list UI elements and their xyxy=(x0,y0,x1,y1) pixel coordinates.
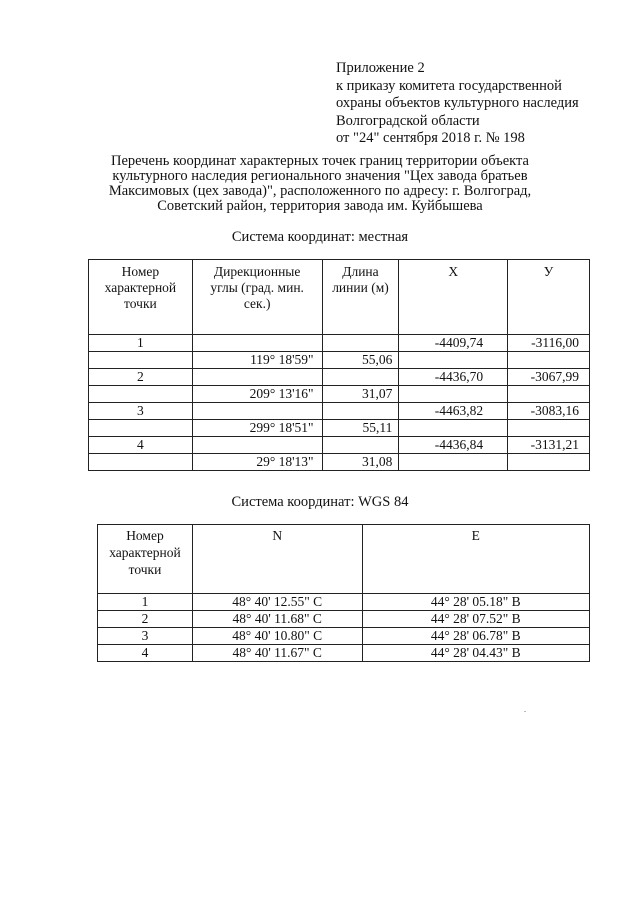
appendix-line: охраны объектов культурного наследия xyxy=(336,95,579,111)
header-x: X xyxy=(399,260,508,335)
cell-length: 31,08 xyxy=(322,454,399,471)
appendix-line: Волгоградской области xyxy=(336,112,480,129)
cell-length: 55,06 xyxy=(322,352,399,369)
cell-point: 3 xyxy=(98,628,193,645)
appendix-line: к приказу комитета государственной xyxy=(336,77,562,94)
header-point xyxy=(98,525,193,594)
cell-point: 1 xyxy=(89,335,193,352)
cell-length: 55,11 xyxy=(322,420,399,437)
cell-e: 44° 28' 05.18" В xyxy=(362,594,589,611)
cell-y: -3067,99 xyxy=(508,369,590,386)
header-text: точки xyxy=(124,296,157,311)
cell-y xyxy=(508,420,590,437)
local-coordinates-table xyxy=(88,259,590,471)
cell-y xyxy=(508,454,590,471)
cell-x: -4436,70 xyxy=(399,369,508,386)
table-row xyxy=(89,386,590,403)
cell-point xyxy=(89,420,193,437)
appendix-line: от "24" сентября 2018 г. № 198 xyxy=(336,130,525,146)
cell-y xyxy=(508,386,590,403)
header-text: углы (град. мин. xyxy=(210,280,304,295)
appendix-block xyxy=(336,60,626,148)
cell-angle: 299° 18'51" xyxy=(192,420,322,437)
header-text: точки xyxy=(128,562,162,577)
cell-angle xyxy=(192,335,322,352)
cell-length xyxy=(322,403,399,420)
cell-y: -3131,21 xyxy=(508,437,590,454)
cell-point: 4 xyxy=(98,645,193,662)
heading-line: культурного наследия регионального значения "Цех завода братьев xyxy=(112,168,528,184)
cell-point xyxy=(89,352,193,369)
table-row xyxy=(98,611,590,628)
cell-point xyxy=(89,386,193,403)
cell-point: 2 xyxy=(89,369,193,386)
table-header-row xyxy=(98,525,590,594)
cell-n: 48° 40' 10.80" С xyxy=(192,628,362,645)
cell-n: 48° 40' 12.55" С xyxy=(192,594,362,611)
header-y: У xyxy=(508,260,590,335)
header-angle xyxy=(192,260,322,335)
cell-x xyxy=(399,454,508,471)
table-row xyxy=(89,403,590,420)
cell-x xyxy=(399,386,508,403)
header-text: Дирекционные xyxy=(213,264,301,279)
wgs-system-caption: Система координат: WGS 84 xyxy=(231,494,409,510)
cell-e: 44° 28' 07.52" В xyxy=(362,611,589,628)
table-row xyxy=(98,645,590,662)
cell-angle xyxy=(192,437,322,454)
cell-point: 4 xyxy=(89,437,193,454)
appendix-line: Приложение 2 xyxy=(336,60,425,76)
table-row xyxy=(89,437,590,454)
cell-x: -4463,82 xyxy=(399,403,508,420)
heading-line: Советский район, территория завода им. Куйбышева xyxy=(157,198,483,214)
cell-length xyxy=(322,335,399,352)
cell-n: 48° 40' 11.67" С xyxy=(192,645,362,662)
cell-angle xyxy=(192,369,322,386)
cell-angle: 119° 18'59" xyxy=(192,352,322,369)
cell-y: -3116,00 xyxy=(508,335,590,352)
table-row xyxy=(89,420,590,437)
cell-y xyxy=(508,352,590,369)
cell-length: 31,07 xyxy=(322,386,399,403)
header-point xyxy=(89,260,193,335)
header-text: характерной xyxy=(104,280,177,295)
table-row xyxy=(89,454,590,471)
wgs84-coordinates-table xyxy=(97,524,590,662)
cell-x xyxy=(399,352,508,369)
table-row xyxy=(89,352,590,369)
header-text: Длина xyxy=(342,264,379,279)
cell-point: 3 xyxy=(89,403,193,420)
cell-e: 44° 28' 04.43" В xyxy=(362,645,589,662)
header-text: Номер xyxy=(126,528,164,543)
cell-x: -4436,84 xyxy=(399,437,508,454)
cell-point xyxy=(89,454,193,471)
scan-mark xyxy=(524,711,526,712)
table-header-row xyxy=(89,260,590,335)
heading-line: Перечень координат характерных точек границ территории объекта xyxy=(111,153,529,169)
header-text: Номер xyxy=(121,264,160,279)
header-text: сек.) xyxy=(243,296,271,311)
header-text: линии (м) xyxy=(332,280,389,295)
cell-angle: 29° 18'13" xyxy=(192,454,322,471)
cell-length xyxy=(322,369,399,386)
cell-angle: 209° 13'16" xyxy=(192,386,322,403)
cell-length xyxy=(322,437,399,454)
cell-y: -3083,16 xyxy=(508,403,590,420)
cell-x: -4409,74 xyxy=(399,335,508,352)
heading-line: Максимовых (цех завода)", расположенного по адресу: г. Волгоград, xyxy=(108,183,532,199)
header-text: характерной xyxy=(109,545,181,560)
cell-n: 48° 40' 11.68" С xyxy=(192,611,362,628)
table-row xyxy=(89,369,590,386)
cell-e: 44° 28' 06.78" В xyxy=(362,628,589,645)
cell-point: 2 xyxy=(98,611,193,628)
table-row xyxy=(98,594,590,611)
header-e: E xyxy=(362,525,589,594)
table-row xyxy=(98,628,590,645)
header-n: N xyxy=(192,525,362,594)
cell-point: 1 xyxy=(98,594,193,611)
cell-x xyxy=(399,420,508,437)
table-row xyxy=(89,335,590,352)
cell-angle xyxy=(192,403,322,420)
local-system-caption: Система координат: местная xyxy=(231,229,409,245)
document-heading xyxy=(60,154,580,214)
header-length xyxy=(322,260,399,335)
